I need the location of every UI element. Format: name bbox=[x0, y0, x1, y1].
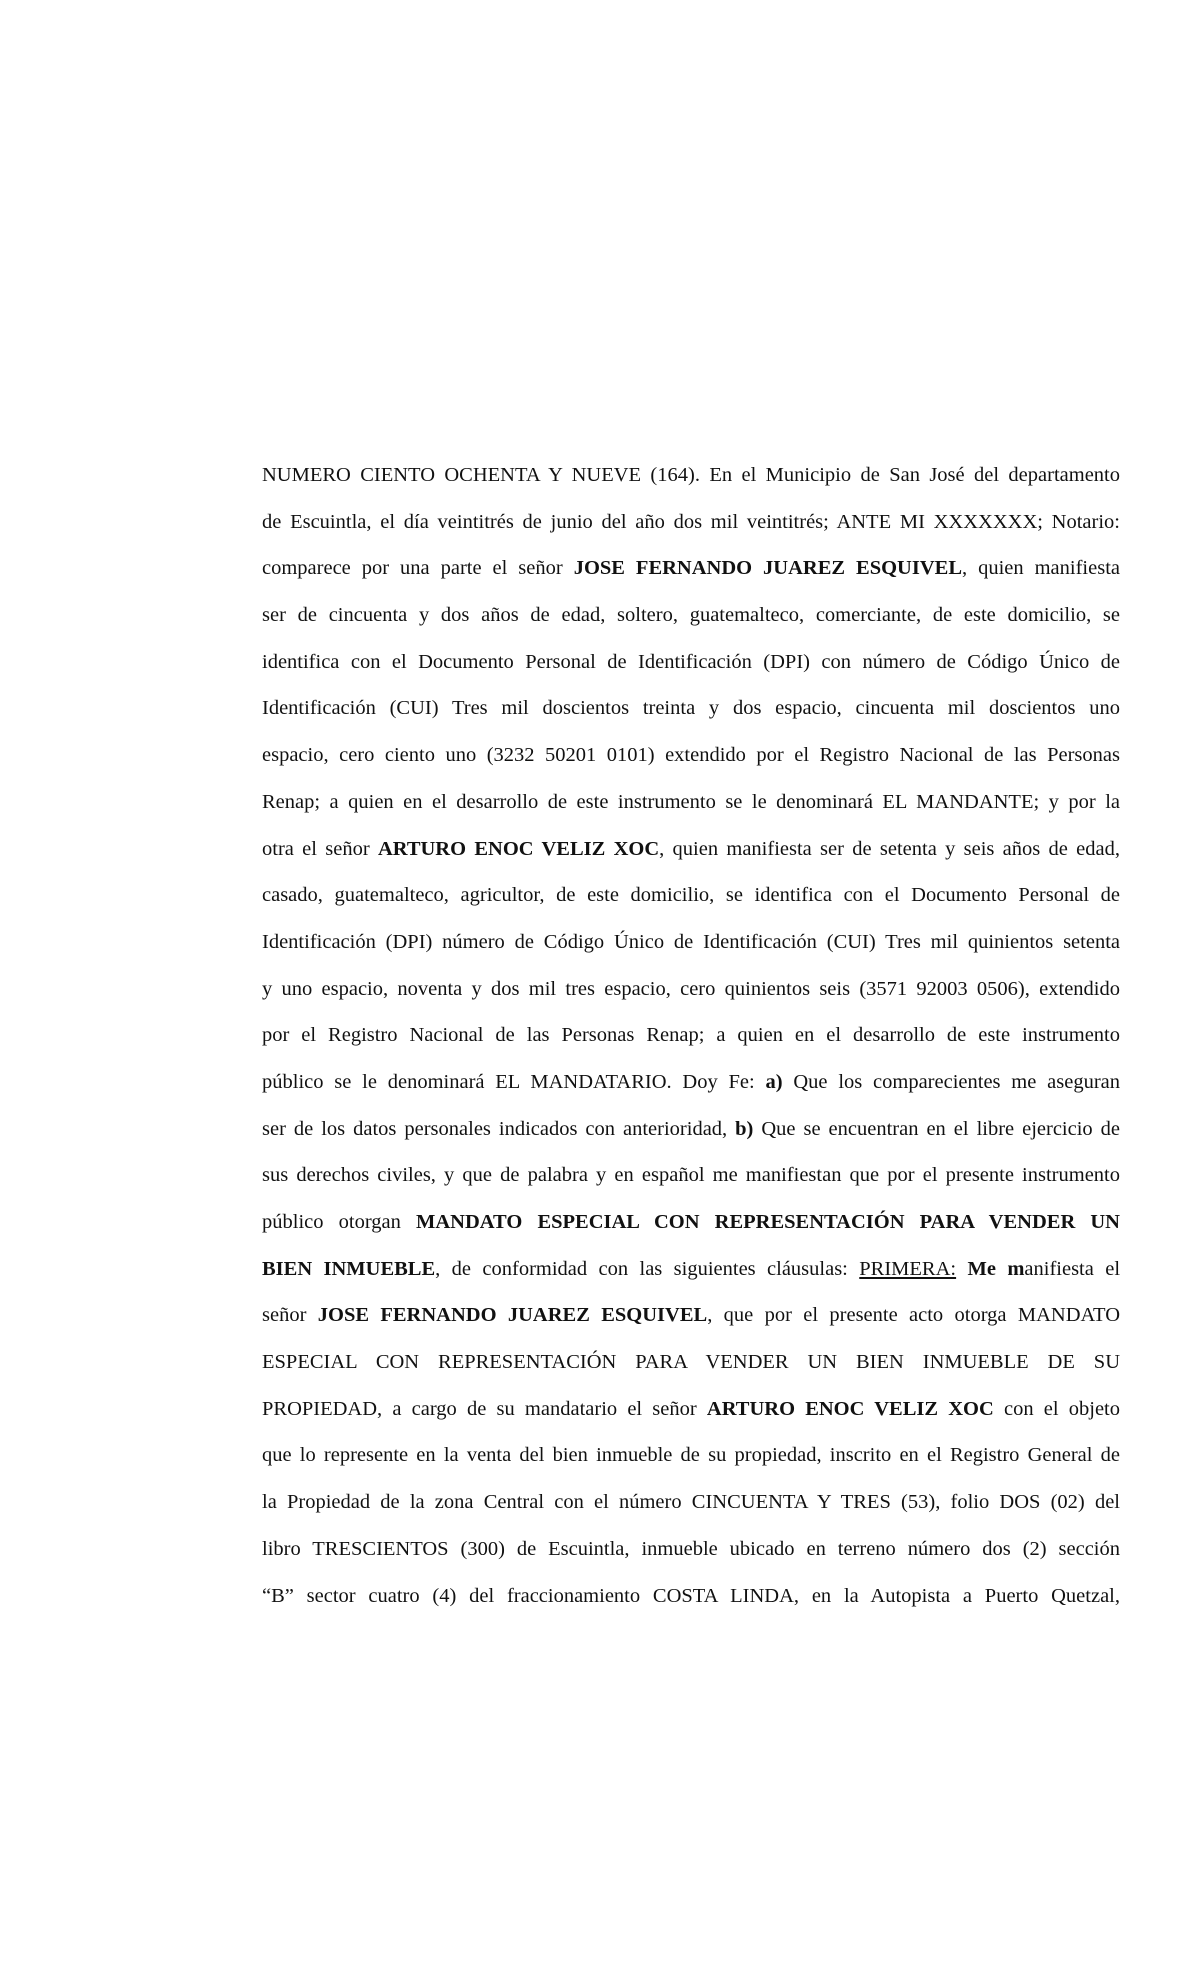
text-line: público se le denominará EL MANDATARIO. Doy Fe: a) Que los comparecientes me aseguran bbox=[262, 1070, 1120, 1093]
text-line: identifica con el Documento Personal de Identificación (DPI) con número de Código Único de bbox=[262, 650, 1120, 673]
text-line: sus derechos civiles, y que de palabra y en español me manifiestan que por el presente instrumento bbox=[262, 1164, 1120, 1187]
text-line: y uno espacio, noventa y dos mil tres espacio, cero quinientos seis (3571 92003 0506), extendido bbox=[262, 977, 1120, 1000]
text-line: Renap; a quien en el desarrollo de este instrumento se le denominará EL MANDANTE; y por la bbox=[262, 790, 1120, 813]
bold-word: Me m bbox=[967, 1257, 1025, 1280]
text-line: comparece por una parte el señor JOSE FERNANDO JUAREZ ESQUIVEL, quien manifiesta bbox=[262, 557, 1120, 580]
text-line: libro TRESCIENTOS (300) de Escuintla, inmueble ubicado en terreno número dos (2) sección bbox=[262, 1537, 1120, 1560]
text-line: de Escuintla, el día veintitrés de junio del año dos mil veintitrés; ANTE MI XXXXXXX; Notario: bbox=[262, 510, 1120, 533]
text-line: PROPIEDAD, a cargo de su mandatario el señor ARTURO ENOC VELIZ XOC con el objeto bbox=[262, 1397, 1120, 1420]
text-line: por el Registro Nacional de las Personas Renap; a quien en el desarrollo de este instrumento bbox=[262, 1024, 1120, 1047]
text-line: ESPECIAL CON REPRESENTACIÓN PARA VENDER UN BIEN INMUEBLE DE SU bbox=[262, 1351, 1120, 1374]
bold-marker: a) bbox=[765, 1070, 783, 1093]
text-line: que lo represente en la venta del bien inmueble de su propiedad, inscrito en el Registro General de bbox=[262, 1444, 1120, 1467]
bold-name: JOSE FERNANDO JUAREZ ESQUIVEL bbox=[317, 1304, 708, 1327]
document-page bbox=[262, 452, 1120, 1619]
text-line: público otorgan MANDATO ESPECIAL CON REPRESENTACIÓN PARA VENDER UN bbox=[262, 1211, 1120, 1233]
text-line: casado, guatemalteco, agricultor, de este domicilio, se identifica con el Documento Personal de bbox=[262, 884, 1120, 907]
bold-title: MANDATO ESPECIAL CON REPRESENTACIÓN PARA VENDER UN bbox=[416, 1211, 1120, 1233]
text-line: señor JOSE FERNANDO JUAREZ ESQUIVEL, que por el presente acto otorga MANDATO bbox=[262, 1304, 1120, 1327]
text-line: NUMERO CIENTO OCHENTA Y NUEVE (164). En el Municipio de San José del departamento bbox=[262, 464, 1120, 486]
text-line: Identificación (DPI) número de Código Único de Identificación (CUI) Tres mil quinientos setenta bbox=[262, 930, 1120, 953]
text-line: ser de cincuenta y dos años de edad, soltero, guatemalteco, comerciante, de este domicilio, se bbox=[262, 604, 1120, 627]
text-line: la Propiedad de la zona Central con el número CINCUENTA Y TRES (53), folio DOS (02) del bbox=[262, 1491, 1120, 1514]
clause-heading: PRIMERA: bbox=[859, 1257, 957, 1280]
bold-name: ARTURO ENOC VELIZ XOC bbox=[706, 1397, 994, 1420]
text-line: otra el señor ARTURO ENOC VELIZ XOC, quien manifiesta ser de setenta y seis años de edad, bbox=[262, 837, 1120, 860]
text-line: espacio, cero ciento uno (3232 50201 0101) extendido por el Registro Nacional de las Personas bbox=[262, 744, 1120, 767]
bold-title: BIEN INMUEBLE bbox=[262, 1257, 436, 1280]
text-line: “B” sector cuatro (4) del fraccionamiento COSTA LINDA, en la Autopista a Puerto Quetzal, bbox=[262, 1584, 1120, 1607]
bold-name: JOSE FERNANDO JUAREZ ESQUIVEL bbox=[573, 557, 962, 580]
bold-name: ARTURO ENOC VELIZ XOC bbox=[377, 837, 660, 860]
text-line: BIEN INMUEBLE, de conformidad con las siguientes cláusulas: PRIMERA: Me manifiesta el bbox=[262, 1257, 1121, 1280]
text-line: ser de los datos personales indicados con anterioridad, b) Que se encuentran en el libre ejercicio de bbox=[262, 1117, 1120, 1140]
text-line: Identificación (CUI) Tres mil doscientos treinta y dos espacio, cincuenta mil doscientos uno bbox=[262, 697, 1120, 720]
bold-marker: b) bbox=[735, 1117, 754, 1140]
